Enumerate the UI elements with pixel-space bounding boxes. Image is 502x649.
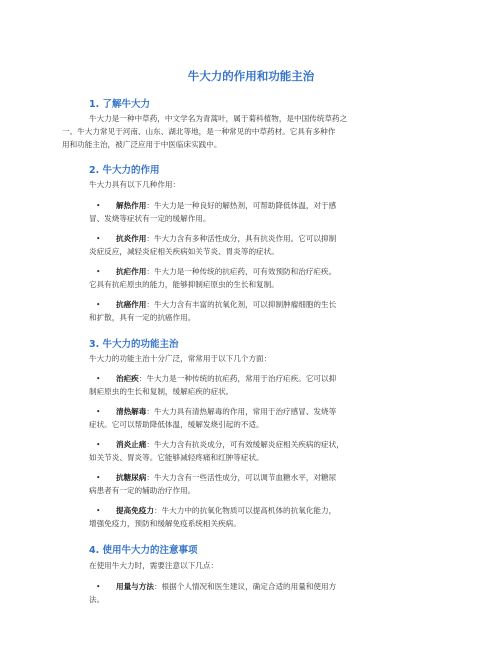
list-item-continuation: 和扩散，具有一定的抗癌作用。 (89, 313, 196, 322)
list-item-term: 治疟疾 (116, 374, 139, 383)
list-item-continuation: 症状。它可以帮助降低体温，缓解发烧引起的不适。 (89, 420, 264, 429)
list-item (116, 234, 336, 244)
list-item-continuation: 病患者有一定的辅助治疗作用。 (89, 486, 196, 495)
bullet-icon: • (96, 267, 101, 276)
section-heading-understand: 1. 了解牛大力 (89, 99, 151, 110)
list-item (116, 582, 336, 592)
bullet-icon: • (96, 374, 101, 383)
list-item (116, 407, 336, 417)
list-item-term: 消炎止痛 (116, 440, 147, 449)
bullet-icon: • (96, 234, 101, 243)
list-item-continuation: 冒、发烧等症状有一定的缓解作用。 (89, 214, 211, 223)
list-item-term: 抗癌作用 (116, 300, 147, 309)
bullet-icon: • (96, 582, 101, 591)
list-item-continuation: 增强免疫力，预防和缓解免疫系统相关疾病。 (89, 519, 241, 528)
list-item-text: ：牛大力具有清热解毒的作用，常用于治疗感冒、发烧等 (146, 407, 337, 416)
list-item-continuation: 制疟原虫的生长和复制，缓解疟疾的症状。 (89, 387, 234, 396)
list-item-text: ：牛大力是一种传统的抗疟药，可有效预防和治疗疟疾。 (146, 267, 337, 276)
paragraph-line: 一。牛大力常见于河南、山东、湖北等地，是一种常见的中草药材。它具有多种作 (62, 127, 336, 136)
list-item-text: ：根据个人情况和医生建议，确定合适的用量和使用方 (153, 582, 337, 591)
list-item-text: ：牛大力含有丰富的抗氧化剂，可以抑制肿瘤细胞的生长 (146, 300, 337, 309)
bullet-icon: • (96, 407, 101, 416)
list-item-text: ：牛大力含有一些活性成分，可以调节血糖水平，对糖尿 (146, 473, 337, 482)
list-item (116, 300, 336, 310)
page-title: 牛大力的作用和功能主治 (187, 69, 315, 83)
section-intro: 牛大力具有以下几种作用： (89, 180, 181, 189)
paragraph-line: 用和功能主治，被广泛应用于中医临床实践中。 (62, 140, 222, 149)
list-item-term: 解热作用 (116, 201, 147, 210)
list-item-text: ：牛大力是一种良好的解热剂，可帮助降低体温，对于感 (146, 201, 337, 210)
list-item-continuation: 法。 (89, 595, 105, 604)
list-item-continuation: 炎症反应，减轻炎症相关疾病如关节炎、胃炎等的症状。 (89, 247, 279, 256)
list-item-text: ：牛大力含有多种活性成分，具有抗炎作用。它可以抑制 (146, 234, 337, 243)
list-item-text: ：牛大力是一种传统的抗疟药，常用于治疗疟疾。它可以抑 (138, 374, 337, 383)
section-heading-indications: 3. 牛大力的功能主治 (89, 339, 179, 350)
section-heading-effects: 2. 牛大力的作用 (89, 165, 160, 176)
list-item-term: 用量与方法 (116, 582, 154, 591)
list-item-term: 清热解毒 (116, 407, 147, 416)
bullet-icon: • (96, 201, 101, 210)
list-item-term: 提高免疫力 (116, 506, 154, 515)
list-item-term: 抗糖尿病 (116, 473, 147, 482)
list-item-text: ：牛大力中的抗氧化物质可以提高机体的抗氧化能力， (153, 506, 337, 515)
bullet-icon: • (96, 506, 101, 515)
list-item (116, 440, 344, 450)
section-intro: 在使用牛大力时，需要注意以下几点： (89, 561, 219, 570)
list-item-continuation: 它具有抗疟原虫的能力，能够抑制疟原虫的生长和复制。 (89, 280, 279, 289)
section-heading-precautions: 4. 使用牛大力的注意事项 (89, 545, 198, 556)
list-item (116, 473, 336, 483)
list-item (116, 374, 336, 384)
list-item (116, 506, 336, 516)
list-item-text: ：牛大力含有抗炎成分，可有效缓解炎症相关疾病的症状， (146, 440, 344, 449)
list-item (116, 267, 336, 277)
paragraph-line: 牛大力是一种中草药，中文学名为青蒿叶，属于菊科植物，是中国传统草药之 (89, 114, 348, 123)
list-item-continuation: 如关节炎、胃炎等。它能够减轻疼痛和红肿等症状。 (89, 453, 264, 462)
list-item-term: 抗疟作用 (116, 267, 147, 276)
section-intro: 牛大力的功能主治十分广泛，常常用于以下几个方面： (89, 354, 272, 363)
list-item (116, 201, 336, 211)
bullet-icon: • (96, 300, 101, 309)
list-item-term: 抗炎作用 (116, 234, 147, 243)
bullet-icon: • (96, 473, 101, 482)
bullet-icon: • (96, 440, 101, 449)
